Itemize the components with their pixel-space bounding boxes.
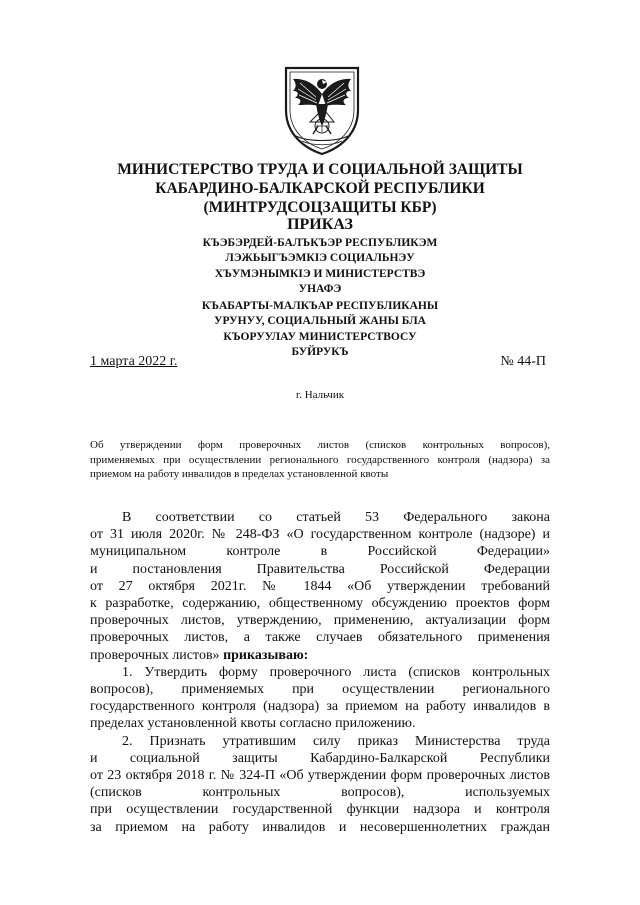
order-title: ПРИКАЗ	[287, 216, 353, 233]
order-body	[90, 509, 550, 836]
item-2-line: за приемом на работу инвалидов и несовершеннолетних граждан	[90, 819, 550, 835]
order-date: 1 марта 2022 г.	[90, 354, 178, 369]
ministry-name	[0, 160, 640, 217]
item-2-line: и социальной защиты Кабардино-Балкарской Республики	[90, 750, 550, 766]
body-line: от 31 июля 2020г. № 248-ФЗ «О государственном контроле (надзоре) и	[90, 527, 550, 543]
kabardian-line: КЪЭБЭРДЕЙ-БАЛЪКЪЭР РЕСПУБЛИКЭМ	[202, 237, 438, 249]
ministry-line: (МИНТРУДСОЦЗАЩИТЫ КБР)	[203, 199, 437, 216]
kabardian-header	[0, 236, 640, 298]
item-2-line: 2. Признать утратившим силу приказ Министерства труда	[122, 733, 550, 749]
balkar-line: КЪАБАРТЫ-МАЛКЪАР РЕСПУБЛИКАНЫ	[201, 300, 439, 312]
item-2-line: от 23 октября 2018 г. № 324-П «Об утверждении форм проверочных листов	[90, 768, 550, 784]
body-line: от 27 октября 2021г. № 1844 «Об утверждении требований	[90, 578, 550, 594]
item-2-line: при осуществлении государственной функции надзора и контроля	[90, 802, 550, 818]
ministry-line: МИНИСТЕРСТВО ТРУДА И СОЦИАЛЬНОЙ ЗАЩИТЫ	[117, 161, 523, 178]
body-line: и постановления Правительства Российской Федерации	[90, 561, 550, 577]
item-1-line: пределах установленной квоты согласно приложению.	[90, 716, 416, 732]
item-1-line: государственного контроля (надзора) за приемом на работу инвалидов в	[90, 699, 550, 715]
subject-line: Об утверждении форм проверочных листов (списков контрольных вопросов),	[90, 439, 550, 451]
order-number: № 44-П	[500, 354, 546, 369]
subject-line: применяемых при осуществлении регионального государственного контроля (надзора) за	[90, 453, 550, 466]
body-line: проверочных листов, утверждению, применению, актуализации форм	[90, 613, 550, 629]
body-line: В соответствии со статьей 53 Федерального закона	[122, 510, 550, 525]
order-directive: приказываю:	[223, 647, 309, 663]
kabardian-line: ЛЭЖЬЫГЪЭМКІЭ СОЦИАЛЬНЭУ	[225, 252, 415, 265]
kabardian-line: ХЪУМЭНЫМКІЭ И МИНИСТЕРСТВЭ	[214, 267, 426, 280]
balkar-line: КЪОРУУЛАУ МИНИСТЕРСТВОСУ	[223, 330, 417, 343]
balkar-line: УРУНУУ, СОЦИАЛЬНЫЙ ЖАНЫ БЛА	[214, 315, 426, 328]
item-2-line: (списков контрольных вопросов), используемых	[90, 785, 550, 801]
ministry-line: КАБАРДИНО-БАЛКАРСКОЙ РЕСПУБЛИКИ	[155, 180, 485, 197]
body-line: проверочных листов, а также случаев обязательного применения	[90, 630, 550, 646]
body-line: проверочных листов» приказываю:	[90, 647, 309, 663]
balkar-line: БУЙРУКЪ	[291, 346, 349, 359]
body-line: к разработке, содержанию, общественному обсуждению проектов форм	[90, 596, 550, 612]
order-subject	[90, 438, 550, 482]
kabardian-line: УНАФЭ	[298, 283, 342, 296]
subject-line: приемом на работу инвалидов в пределах установленной квоты	[90, 468, 389, 481]
item-1-line: 1. Утвердить форму проверочного листа (списков контрольных	[122, 664, 550, 680]
city: г. Нальчик	[295, 389, 345, 401]
coat-of-arms-emblem	[280, 64, 364, 156]
balkar-header	[0, 299, 640, 361]
body-line: муниципальном контроле в Российской Федерации»	[90, 544, 550, 560]
item-1-line: вопросов), применяемых при осуществлении регионального	[90, 682, 550, 698]
